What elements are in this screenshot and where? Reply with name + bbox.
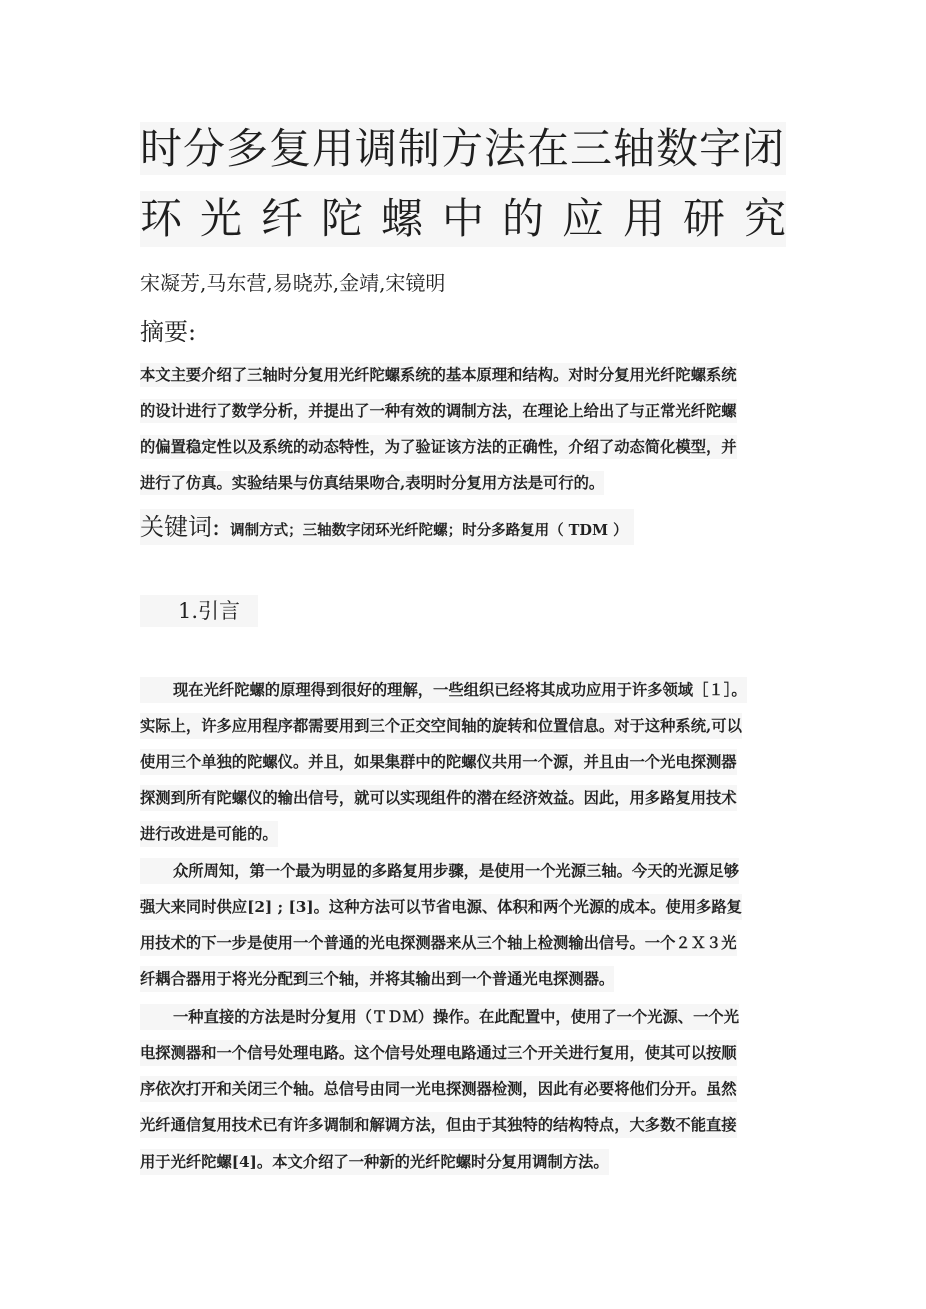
title-char: 陀: [321, 194, 364, 243]
title-char: 中: [442, 194, 485, 243]
paragraph-line: 序依次打开和关闭三个轴。总信号由同一光电探测器检测，因此有必要将他们分开。虽然: [140, 1076, 737, 1102]
paragraph-line: 众所周知，第一个最为明显的多路复用步骤，是使用一个光源三轴。今天的光源足够: [140, 858, 739, 884]
section-heading-introduction: [140, 595, 258, 627]
title-char: 究: [744, 194, 787, 243]
title-char: 光: [200, 194, 243, 243]
paragraph-line: 实际上，许多应用程序都需要用到三个正交空间轴的旋转和位置信息。对于这种系统,可以: [140, 713, 742, 739]
abstract-line: 的偏置稳定性以及系统的动态特性，为了验证该方法的正确性，介绍了动态简化模型，并: [140, 435, 737, 459]
paragraph-line: 纤耦合器用于将光分配到三个轴，并将其输出到一个普通光电探测器。: [140, 966, 614, 992]
paragraph-line: 探测到所有陀螺仪的输出信号，就可以实现组件的潜在经济效益。因此，用多路复用技术: [140, 785, 737, 811]
paragraph-line: 使用三个单独的陀螺仪。并且，如果集群中的陀螺仪共用一个源，并且由一个光电探测器: [140, 749, 737, 775]
author-list: 宋凝芳,马东营,易晓苏,金靖,宋镜明: [140, 271, 446, 295]
keywords-text: 调制方式；三轴数字闭环光纤陀螺；时分多路复用（ TDM ）: [230, 522, 628, 539]
title-char: 的: [502, 194, 545, 243]
paragraph-line: 电探测器和一个信号处理电路。这个信号处理电路通过三个开关进行复用，使其可以按顺: [140, 1040, 737, 1066]
paragraph-line: 一种直接的方法是时分复用（ＴＤＭ）操作。在此配置中，使用了一个光源、一个光: [140, 1004, 739, 1030]
title-char: 用: [623, 194, 666, 243]
paragraph-line: 强大来同时供应[2] ; [3]。这种方法可以节省电源、体积和两个光源的成本。使用多路复: [140, 894, 742, 920]
paragraph-line: 现在光纤陀螺的原理得到很好的理解，一些组织已经将其成功应用于许多领域［１］。: [140, 677, 747, 703]
keywords-row: [140, 509, 634, 545]
title-char: 纤: [261, 194, 304, 243]
section-heading-text: 1.引言: [178, 599, 241, 623]
title-char: 研: [683, 194, 726, 243]
paper-title-line-1: 时分多复用调制方法在三轴数字闭: [140, 124, 786, 173]
abstract-line: 本文主要介绍了三轴时分复用光纤陀螺系统的基本原理和结构。对时分复用光纤陀螺系统: [140, 363, 737, 387]
title-char: 螺: [381, 194, 424, 243]
abstract-heading: 摘要:: [140, 318, 197, 346]
paragraph-line: 用于光纤陀螺[4]。本文介绍了一种新的光纤陀螺时分复用调制方法。: [140, 1149, 609, 1175]
abstract-line: 的设计进行了数学分析，并提出了一种有效的调制方法，在理论上给出了与正常光纤陀螺: [140, 399, 737, 423]
keywords-label: 关键词:: [140, 513, 221, 541]
title-char: 环: [140, 194, 183, 243]
paper-title-line-2: [140, 191, 786, 247]
abstract-line: 进行了仿真。实验结果与仿真结果吻合,表明时分复用方法是可行的。: [140, 471, 604, 495]
paragraph-line: 用技术的下一步是使用一个普通的光电探测器来从三个轴上检测输出信号。一个２Ｘ３光: [140, 930, 737, 956]
paragraph-line: 进行改进是可能的。: [140, 821, 278, 847]
paragraph-line: 光纤通信复用技术已有许多调制和解调方法，但由于其独特的结构特点，大多数不能直接: [140, 1112, 737, 1138]
title-char: 应: [562, 194, 605, 243]
